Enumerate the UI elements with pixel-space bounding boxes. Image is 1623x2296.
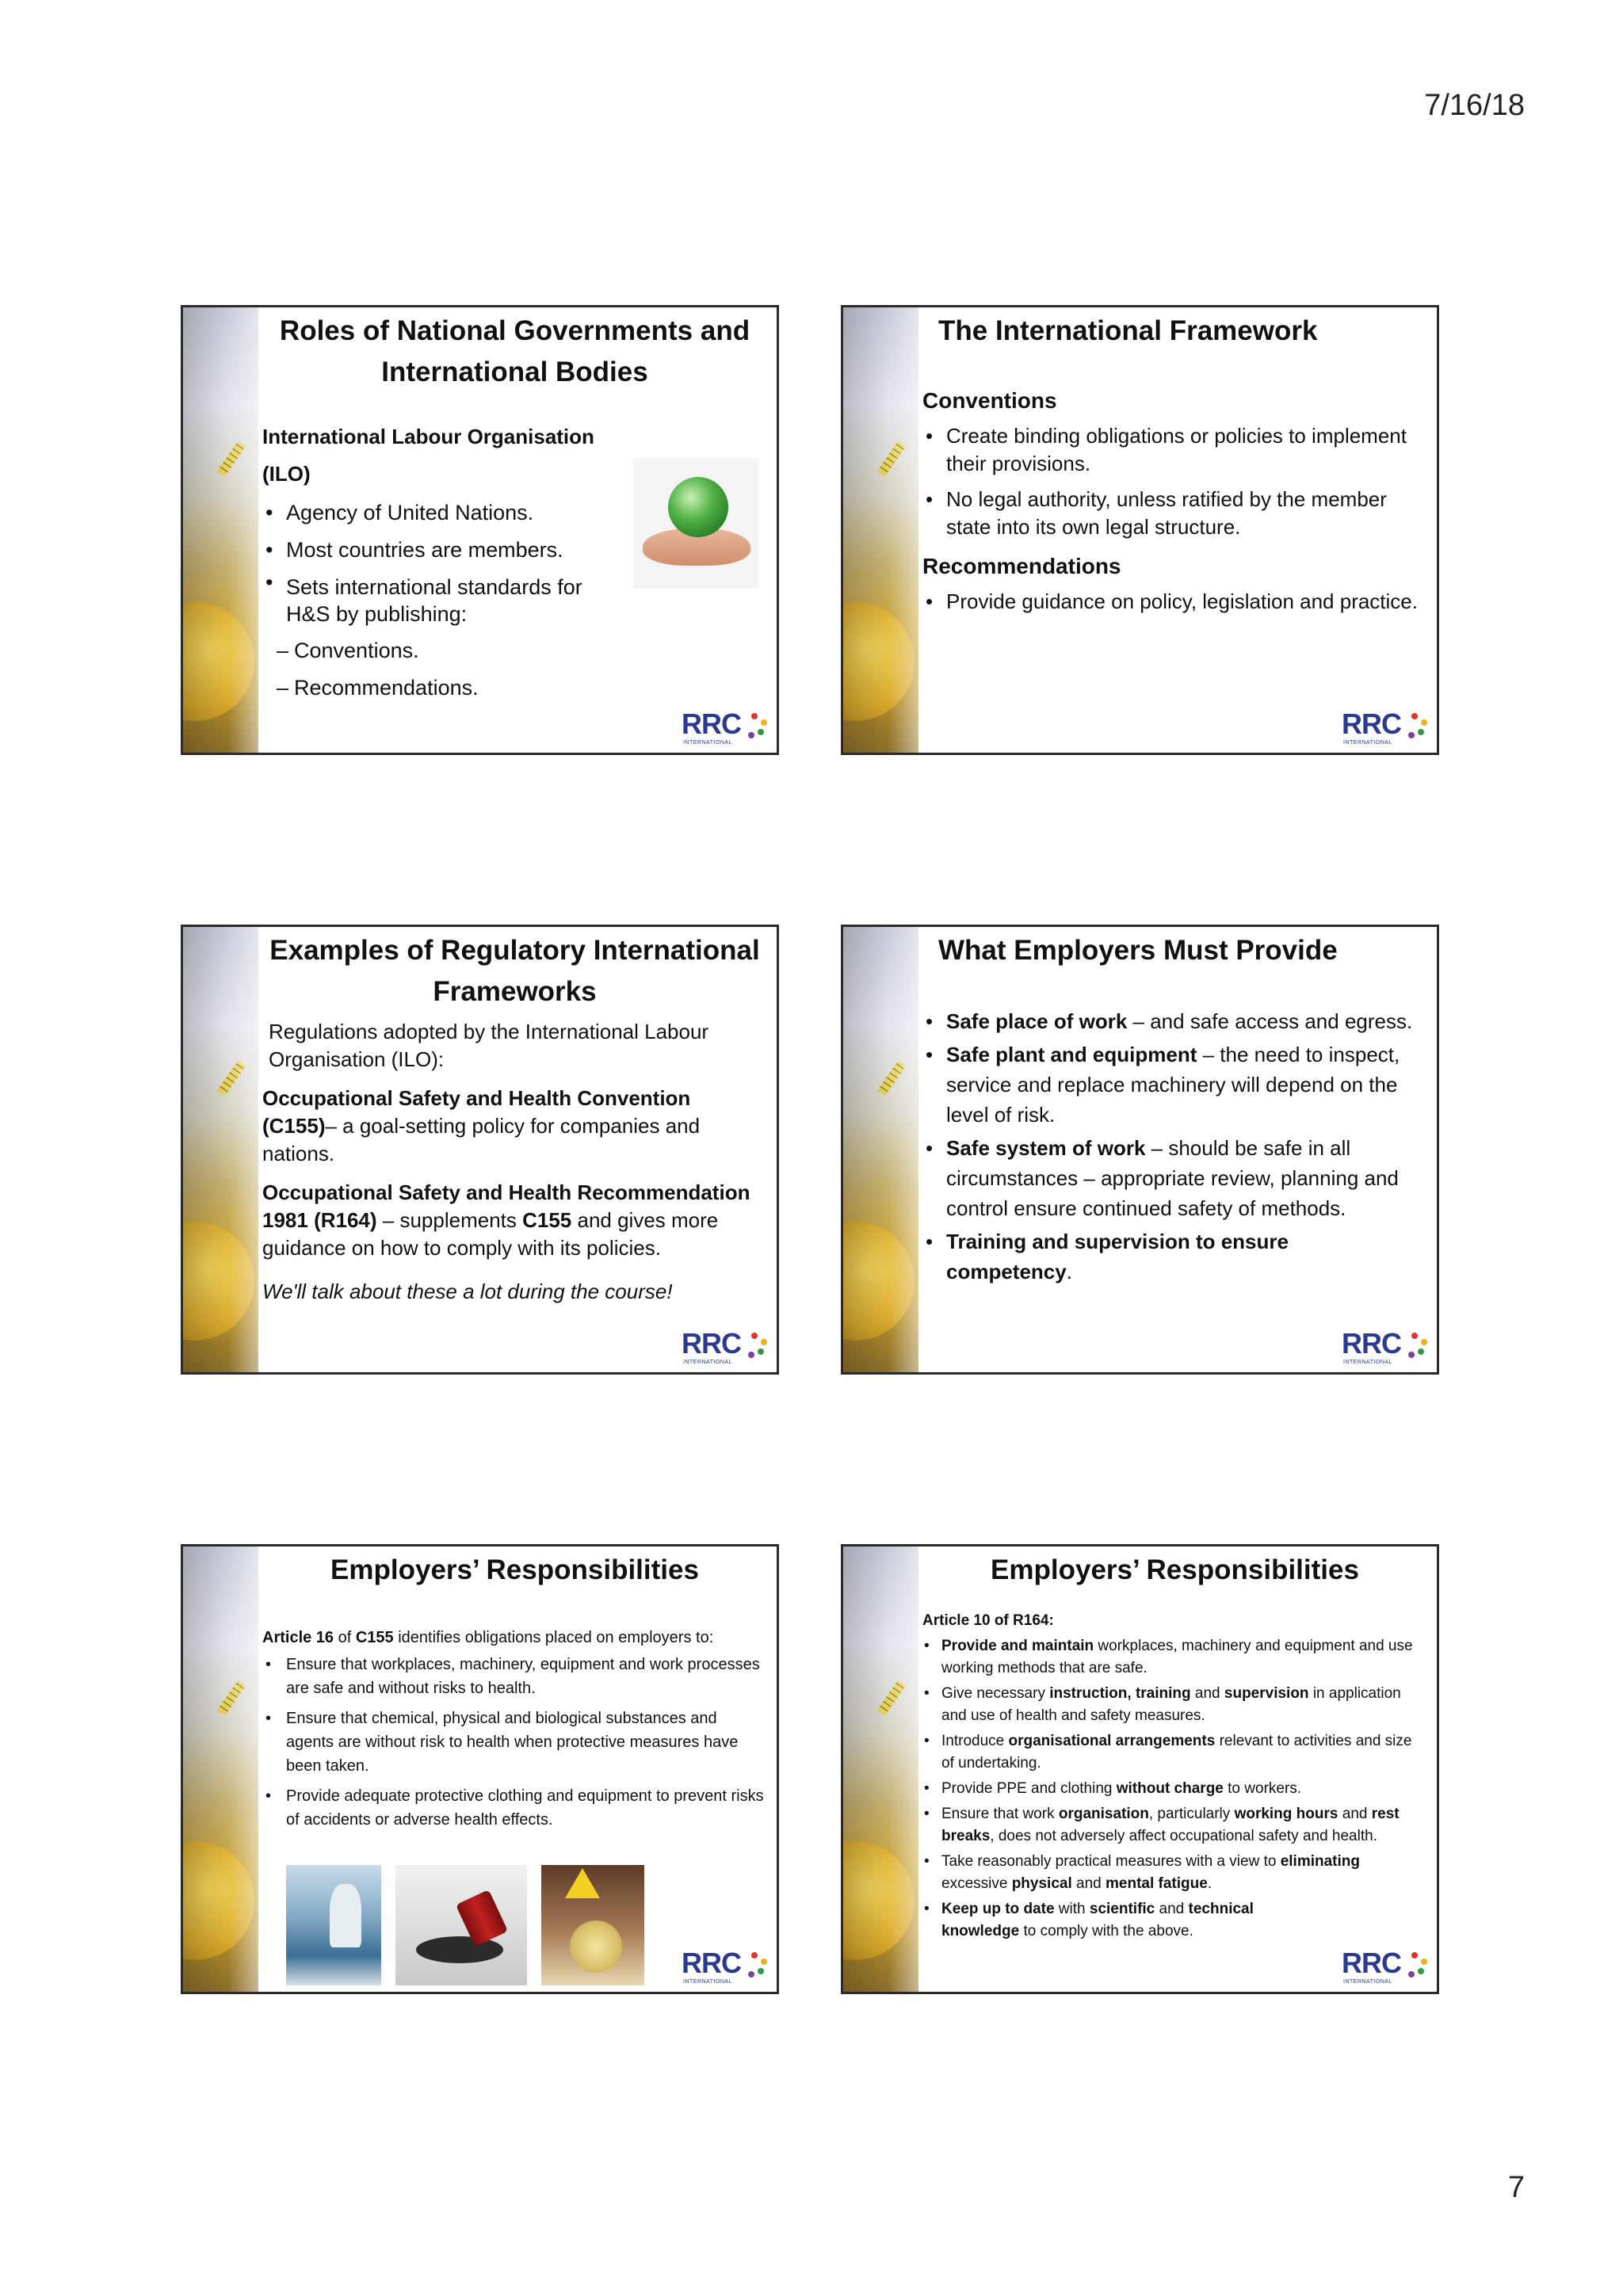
list-item: • Introduce organisational arrangements relevant to activities and size of undertaking. bbox=[922, 1730, 1427, 1775]
list-item: • Create binding obligations or policies to implement their provisions. bbox=[922, 422, 1427, 478]
slide-ilo-roles bbox=[181, 305, 779, 755]
list-item: • Provide guidance on policy, legislation and practice. bbox=[922, 588, 1427, 616]
slide-title: Employers’ Responsibilities bbox=[330, 1554, 699, 1585]
slide-employers-responsibilities-c155 bbox=[181, 1544, 779, 1994]
spilled-barrel-photo bbox=[395, 1865, 527, 1985]
slide-employers-must-provide bbox=[841, 925, 1439, 1375]
decorative-strip bbox=[843, 1547, 918, 1992]
list-item: • Provide PPE and clothing without charge to workers. bbox=[922, 1778, 1427, 1800]
list-item: • Provide and maintain workplaces, machinery and equipment and use working methods that are safe. bbox=[922, 1635, 1427, 1680]
list-item: • Ensure that chemical, physical and biological substances and agents are without risk to health when protective measures have been taken. bbox=[262, 1707, 767, 1778]
list-item: • Agency of United Nations. bbox=[262, 494, 627, 532]
rrc-logo: RRC INTERNATIONAL bbox=[1342, 708, 1430, 746]
list-item: • No legal authority, unless ratified by the member state into its own legal structure. bbox=[922, 486, 1427, 541]
slide-international-framework bbox=[841, 305, 1439, 755]
page-date: 7/16/18 bbox=[1424, 89, 1525, 122]
rrc-logo: RRC INTERNATIONAL bbox=[1342, 1947, 1430, 1985]
intro-text: Article 10 of R164: bbox=[922, 1612, 1054, 1629]
list-item: • Training and supervision to ensure competency. bbox=[922, 1226, 1427, 1287]
list-item: • Safe place of work – and safe access and egress. bbox=[922, 1006, 1427, 1036]
list-item: • Provide adequate protective clothing and equipment to prevent risks of accidents or adverse health effects. bbox=[262, 1784, 767, 1832]
petri-dish-photo bbox=[541, 1865, 644, 1985]
list-item: • Take reasonably practical measures with a view to eliminating excessive physical and mental fatigue. bbox=[922, 1851, 1427, 1895]
ilo-heading: International Labour Organisation (ILO) bbox=[262, 425, 594, 486]
decorative-strip bbox=[843, 927, 918, 1372]
rrc-logo: RRC INTERNATIONAL bbox=[1342, 1328, 1430, 1366]
list-item: • Safe plant and equipment – the need to inspect, service and replace machinery will depend on the level of risk. bbox=[922, 1039, 1427, 1130]
intro-text: Article 16 of C155 identifies obligations placed on employers to: bbox=[262, 1629, 714, 1646]
rrc-logo: RRC INTERNATIONAL bbox=[682, 1947, 770, 1985]
list-item: – Conventions. bbox=[277, 632, 627, 669]
lab-worker-photo bbox=[286, 1865, 381, 1985]
r164-paragraph: Occupational Safety and Health Recommendation 1981 (R164) – supplements C155 and gives more guidance on how to comply with its policies. bbox=[262, 1180, 750, 1260]
slide-title: The International Framework bbox=[938, 315, 1318, 346]
list-item: • Keep up to date with scientific and technical knowledge to comply with the above. bbox=[922, 1898, 1427, 1943]
list-item: • Ensure that workplaces, machinery, equipment and work processes are safe and without risks to health. bbox=[262, 1653, 767, 1700]
conventions-heading: Conventions bbox=[922, 388, 1057, 413]
list-item: • Give necessary instruction, training and supervision in application and use of health and safety measures. bbox=[922, 1683, 1427, 1727]
slide-regulatory-frameworks bbox=[181, 925, 779, 1375]
list-item: • Ensure that work organisation, particularly working hours and rest breaks, does not adversely affect occupational safety and health. bbox=[922, 1803, 1427, 1848]
course-note: We'll talk about these a lot during the course! bbox=[262, 1280, 673, 1303]
slide-title: What Employers Must Provide bbox=[938, 935, 1338, 966]
slide-title: Roles of National Governments and International Bodies bbox=[279, 315, 750, 387]
decorative-strip bbox=[183, 927, 258, 1372]
rrc-logo: RRC INTERNATIONAL bbox=[682, 708, 770, 746]
list-item: – Recommendations. bbox=[277, 669, 627, 707]
list-item: • Most countries are members. bbox=[262, 532, 627, 569]
rrc-logo: RRC INTERNATIONAL bbox=[682, 1328, 770, 1366]
slide-title: Employers’ Responsibilities bbox=[991, 1554, 1359, 1585]
recommendations-heading: Recommendations bbox=[922, 554, 1121, 578]
list-item: • Safe system of work – should be safe in all circumstances – appropriate review, planning and control ensure continued safety of methods. bbox=[922, 1133, 1427, 1223]
decorative-strip bbox=[183, 1547, 258, 1992]
intro-text: Regulations adopted by the International Labour Organisation (ILO): bbox=[269, 1020, 709, 1071]
decorative-strip bbox=[183, 307, 258, 753]
slide-employers-responsibilities-r164 bbox=[841, 1544, 1439, 1994]
c155-paragraph: Occupational Safety and Health Convention (C155)– a goal-setting policy for companies and nations. bbox=[262, 1086, 701, 1165]
slide-title: Examples of Regulatory International Frameworks bbox=[269, 935, 760, 1007]
globe-in-hands-image bbox=[633, 458, 758, 589]
decorative-strip bbox=[843, 307, 918, 753]
list-item: • Sets international standards for H&S by publishing: bbox=[262, 569, 627, 632]
page-number: 7 bbox=[1507, 2171, 1525, 2204]
